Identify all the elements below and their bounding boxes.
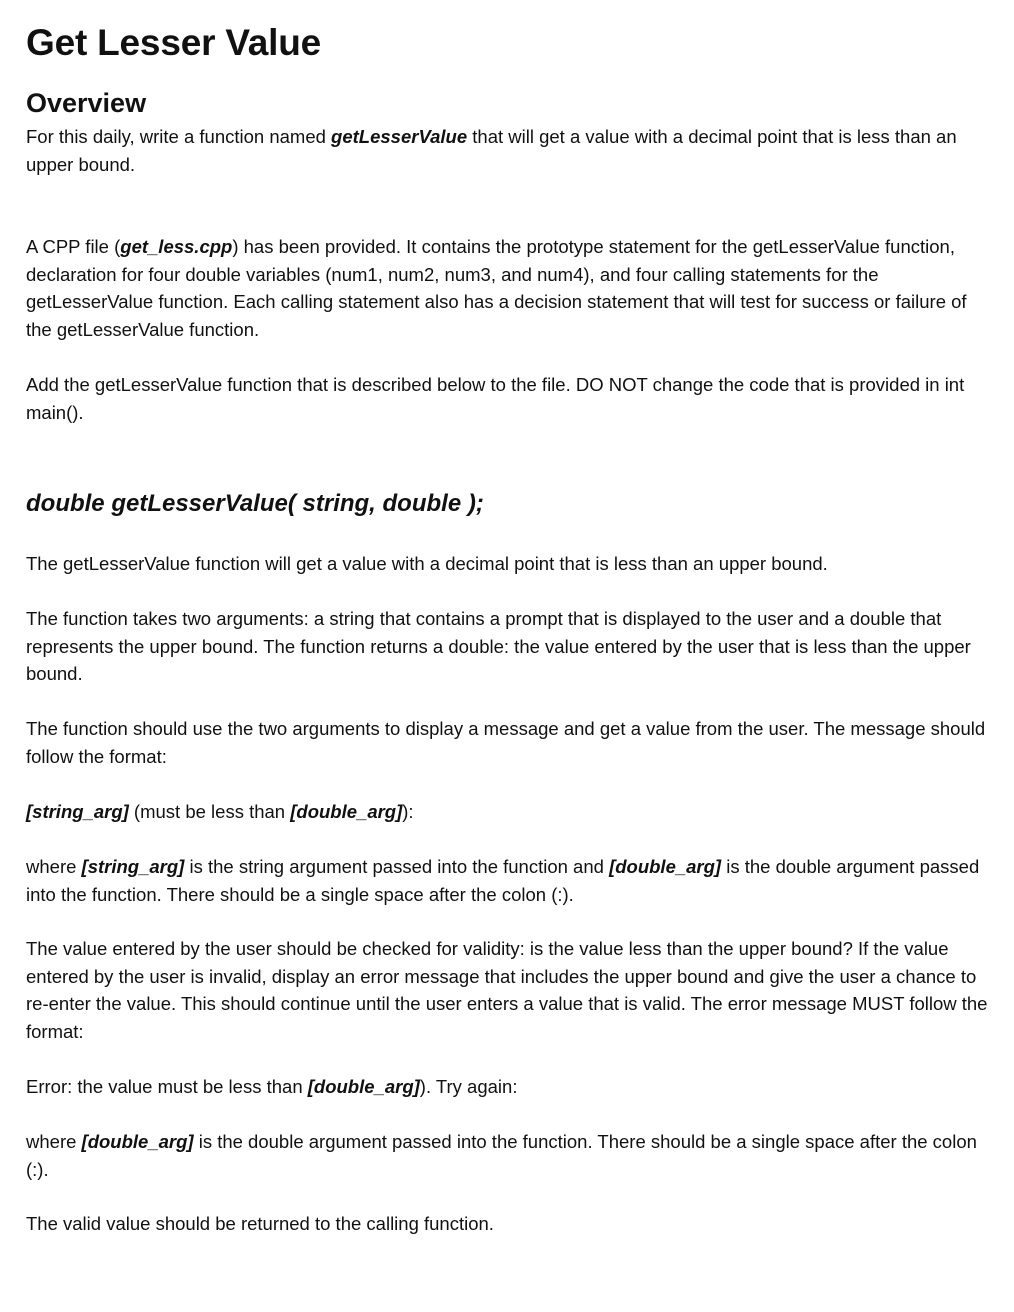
string-arg-placeholder: [string_arg] [26, 801, 129, 822]
overview-paragraph-3: Add the getLesserValue function that is described below to the file. DO NOT change the code that is provided in int main(). [26, 374, 965, 423]
function-paragraph-1: The getLesserValue function will get a value with a decimal point that is less than an upper bound. [26, 553, 828, 574]
double-arg-placeholder: [double_arg] [81, 1131, 194, 1152]
function-name-emphasis: getLesserValue [331, 126, 468, 147]
function-paragraph-2: The function takes two arguments: a string that contains a prompt that is displayed to the user and a double that represents the upper bound. The function returns a double: the value entered by the user that is less than the upper bound. [26, 608, 971, 684]
function-paragraph-7: The valid value should be returned to the calling function. [26, 1213, 494, 1234]
overview-paragraph-2: A CPP file (get_less.cpp) has been provided. It contains the prototype statement for the getLesserValue function, declaration for four double variables (num1, num2, num3, and num4), and four calling statements for the getLesserValue function. Each calling statement also has a decision statement that will test for success or failure of the getLesserValue function. [26, 236, 967, 340]
prompt-format-line: [string_arg] (must be less than [double_arg]): [26, 801, 414, 822]
filename-emphasis: get_less.cpp [120, 236, 233, 257]
function-paragraph-6: where [double_arg] is the double argument passed into the function. There should be a single space after the colon (:). [26, 1131, 977, 1180]
double-arg-placeholder: [double_arg] [307, 1076, 420, 1097]
function-paragraph-5: The value entered by the user should be checked for validity: is the value less than the upper bound? If the value entered by the user is invalid, display an error message that includes the upper bound and give the user a chance to re-enter the value. This should continue until the user enters a value that is valid. The error message MUST follow the format: [26, 938, 988, 1042]
double-arg-placeholder: [double_arg] [290, 801, 403, 822]
overview-paragraph-1: For this daily, write a function named getLesserValue that will get a value with a decimal point that is less than an upper bound. [26, 126, 957, 175]
overview-heading: Overview [26, 88, 147, 118]
double-arg-placeholder: [double_arg] [609, 856, 722, 877]
function-signature-heading: double getLesserValue( string, double ); [26, 490, 484, 517]
function-paragraph-4: where [string_arg] is the string argument passed into the function and [double_arg] is the double argument passed into the function. There should be a single space after the colon (:). [26, 856, 980, 905]
page-title: Get Lesser Value [26, 22, 322, 63]
string-arg-placeholder: [string_arg] [81, 856, 185, 877]
error-format-line: Error: the value must be less than [double_arg]). Try again: [26, 1076, 518, 1097]
function-paragraph-3: The function should use the two arguments to display a message and get a value from the user. The message should follow the format: [26, 718, 986, 767]
